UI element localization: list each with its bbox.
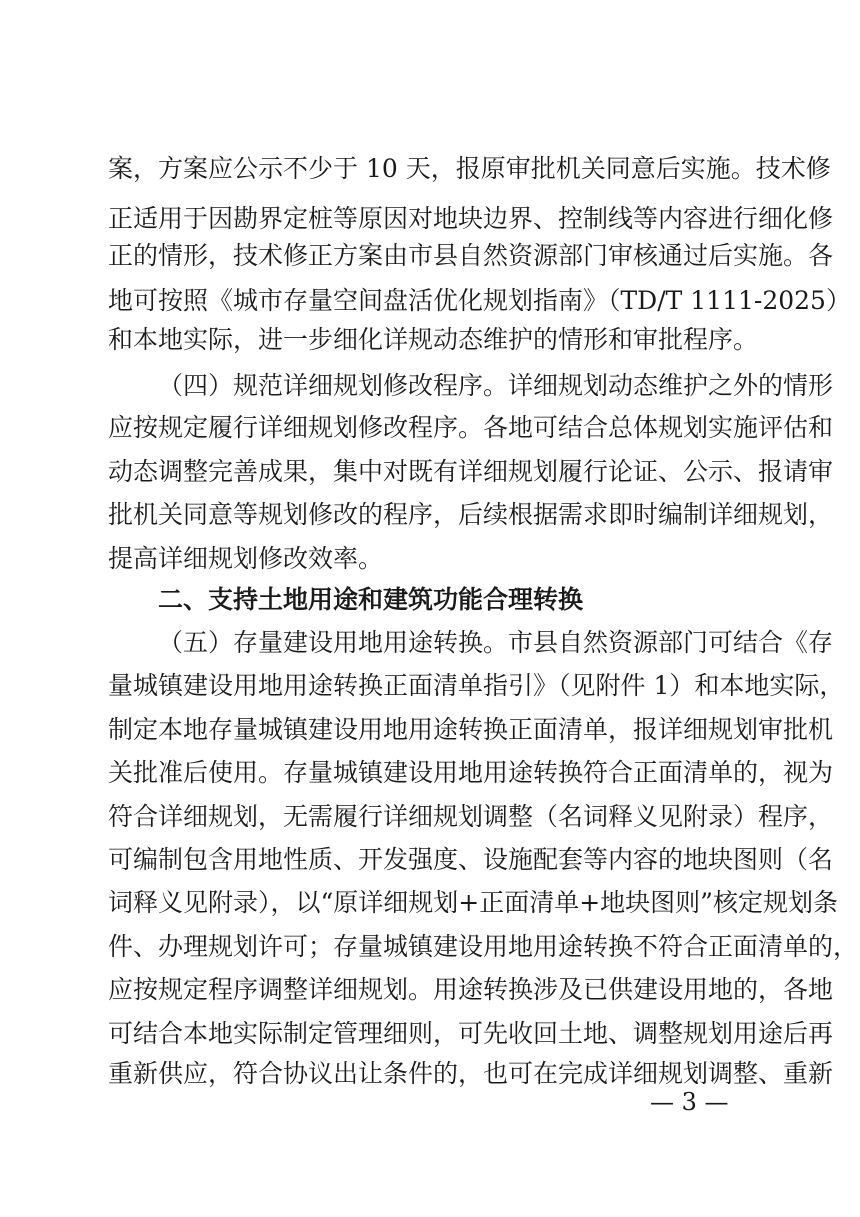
body-line bbox=[0, 664, 860, 708]
body-text: 关批准后使用。存量城镇建设用地用途转换符合正面清单的，视为 bbox=[108, 758, 834, 787]
body-text: 案，方案应公示不少于 10 天，报原审批机关同意后实施。技术修 bbox=[108, 154, 831, 183]
body-line bbox=[0, 1012, 860, 1056]
body-line bbox=[0, 537, 860, 581]
body-line bbox=[0, 881, 860, 925]
body-line bbox=[0, 234, 860, 278]
body-line bbox=[0, 795, 860, 839]
body-line bbox=[0, 406, 860, 450]
body-text: 可编制包含用地性质、开发强度、设施配套等内容的地块图则（名 bbox=[108, 845, 834, 874]
body-text: 动态调整完善成果，集中对既有详细规划履行论证、公示、报请审 bbox=[108, 457, 834, 486]
body-line bbox=[0, 838, 860, 882]
body-text: 词释义见附录），以“原详细规划+正面清单+地块图则”核定规划条 bbox=[108, 888, 838, 917]
section-four-text: （四）规范详细规划修改程序。详细规划动态维护之外的情形 bbox=[158, 371, 834, 400]
body-line bbox=[0, 147, 860, 191]
section-four-line bbox=[0, 364, 860, 408]
body-line bbox=[0, 925, 860, 969]
body-line bbox=[0, 450, 860, 494]
body-line bbox=[0, 751, 860, 795]
body-text: 应按规定履行详细规划修改程序。各地可结合总体规划实施评估和 bbox=[108, 413, 834, 442]
section-five-line bbox=[0, 621, 860, 665]
body-text: 应按规定程序调整详细规划。用途转换涉及已供建设用地的，各地 bbox=[108, 975, 834, 1004]
body-line bbox=[0, 1052, 860, 1096]
body-text: 符合详细规划，无需履行详细规划调整（名词释义见附录）程序， bbox=[108, 802, 834, 831]
body-text: 地可按照《城市存量空间盘活优化规划指南》（TD/T 1111-2025） bbox=[108, 286, 851, 315]
body-line bbox=[0, 708, 860, 752]
body-text: 可结合本地实际制定管理细则，可先收回土地、调整规划用途后再 bbox=[108, 1019, 834, 1048]
body-text: 提高详细规划修改效率。 bbox=[108, 544, 384, 573]
body-line bbox=[0, 279, 860, 323]
body-line bbox=[0, 968, 860, 1012]
body-text: 正适用于因勘界定桩等原因对地块边界、控制线等内容进行细化修 bbox=[108, 204, 834, 233]
section-five-text: （五）存量建设用地用途转换。市县自然资源部门可结合《存 bbox=[158, 628, 834, 657]
body-text: 批机关同意等规划修改的程序，后续根据需求即时编制详细规划， bbox=[108, 500, 834, 529]
body-text: 制定本地存量城镇建设用地用途转换正面清单，报详细规划审批机 bbox=[108, 715, 834, 744]
body-text: 量城镇建设用地用途转换正面清单指引》（见附件 1）和本地实际， bbox=[108, 671, 845, 700]
body-text: 正的情形，技术修正方案由市县自然资源部门审核通过后实施。各 bbox=[108, 241, 834, 270]
section-heading bbox=[0, 578, 860, 622]
body-text: 重新供应，符合协议出让条件的，也可在完成详细规划调整、重新 bbox=[108, 1059, 834, 1088]
page-number: — 3 — bbox=[650, 1088, 729, 1116]
body-text: 和本地实际，进一步细化详规动态维护的情形和审批程序。 bbox=[108, 325, 759, 354]
body-line bbox=[0, 318, 860, 362]
body-line bbox=[0, 493, 860, 537]
section-heading-text: 二、支持土地用途和建筑功能合理转换 bbox=[158, 585, 584, 614]
body-text: 件、办理规划许可；存量城镇建设用地用途转换不符合正面清单的， bbox=[108, 932, 859, 961]
